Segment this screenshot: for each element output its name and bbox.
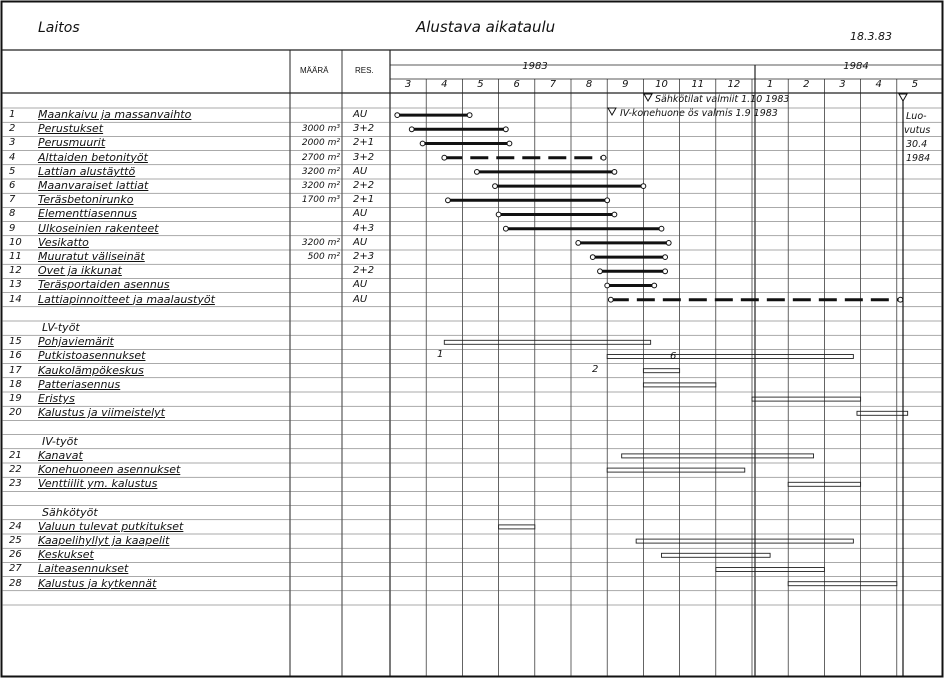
- month-15: 5: [911, 79, 919, 90]
- task-name: Maankaivu ja massanvaihto: [38, 108, 192, 121]
- row-number: 9: [9, 222, 16, 234]
- task-name: Pohjaviemärit: [38, 335, 114, 349]
- bar-start-node: [496, 212, 501, 217]
- row-number: 4: [9, 151, 16, 163]
- task-bar: [444, 340, 650, 344]
- bar-start-node: [395, 113, 400, 118]
- bar-start-node: [420, 141, 425, 146]
- bar-start-node: [590, 255, 595, 260]
- month-14: 4: [875, 79, 882, 90]
- bar-start-node: [503, 226, 508, 231]
- bar-start-node: [605, 283, 610, 288]
- row-number: 1: [9, 109, 16, 120]
- task-quantity: 3200 m²: [301, 237, 340, 248]
- task-resources: 2+1: [353, 194, 375, 206]
- task-bar: [622, 454, 814, 458]
- handover-note-2: vutus: [904, 125, 931, 136]
- row-number: 6: [9, 180, 16, 191]
- task-name: Sähkötyöt: [42, 505, 98, 519]
- year-1983: 1983: [522, 61, 548, 72]
- page-title: Alustava aikataulu: [416, 18, 556, 36]
- task-name: Putkistoasennukset: [38, 349, 146, 363]
- task-name: Eristys: [38, 392, 75, 405]
- row-number: 14: [9, 293, 22, 305]
- month-5: 7: [549, 79, 557, 90]
- task-resources: 4+3: [353, 222, 375, 234]
- row-number: 15: [9, 336, 22, 348]
- task-quantity: 3200 m²: [301, 181, 340, 191]
- bar-end-node: [467, 113, 472, 118]
- row-number: 10: [9, 236, 22, 248]
- task-resources: AU: [353, 279, 368, 291]
- date-label: 18.3.83: [850, 30, 892, 43]
- task-name: Teräsbetonirunko: [38, 193, 134, 207]
- milestone-marker: [899, 94, 907, 101]
- task-resources: 2+2: [353, 180, 375, 191]
- task-name: Venttiilit ym. kalustus: [38, 477, 158, 491]
- task-name: Kaapelihyllyt ja kaapelit: [38, 534, 170, 547]
- row-number: 24: [9, 520, 22, 532]
- task-name: Perusmuurit: [38, 136, 106, 150]
- link-label-1: 1: [437, 349, 444, 360]
- row-number: 8: [9, 208, 16, 220]
- bar-start-node: [493, 184, 498, 189]
- task-resources: 2+1: [353, 137, 375, 149]
- task-resources: 2+3: [353, 251, 375, 262]
- row-number: 13: [9, 279, 22, 291]
- handover-note-1: Luo-: [906, 111, 927, 122]
- row-number: 12: [9, 265, 22, 277]
- link-label-6: 6: [670, 351, 677, 362]
- bar-start-node: [608, 297, 613, 302]
- resources-header: RES.: [355, 66, 374, 75]
- task-name: Konehuoneen asennukset: [38, 463, 181, 476]
- task-bar: [636, 539, 853, 543]
- task-resources: AU: [353, 236, 368, 248]
- month-9: 11: [691, 79, 705, 90]
- task-quantity: 3200 m²: [301, 166, 340, 177]
- row-number: 16: [9, 350, 22, 362]
- task-name: Kalustus ja viimeistelyt: [38, 406, 165, 420]
- bar-end-node: [605, 198, 610, 203]
- bar-end-node: [601, 155, 606, 160]
- task-name: Kanavat: [38, 448, 83, 462]
- row-number: 21: [9, 449, 22, 461]
- month-8: 10: [655, 79, 668, 90]
- task-name: Lattiapinnoitteet ja maalaustyöt: [38, 292, 215, 306]
- task-name: Valuun tulevat putkitukset: [38, 519, 184, 533]
- bar-end-node: [663, 255, 668, 260]
- task-name: Vesikatto: [38, 235, 89, 249]
- handover-note-3: 30.4: [906, 139, 928, 150]
- task-quantity: 500 m²: [307, 252, 340, 262]
- task-name: Ulkoseinien rakenteet: [38, 221, 159, 235]
- task-quantity: 3000 m³: [301, 124, 340, 135]
- task-name: Ovet ja ikkunat: [38, 264, 122, 278]
- task-quantity: 2700 m²: [301, 152, 340, 163]
- month-6: 8: [585, 79, 593, 90]
- bar-end-node: [612, 170, 617, 175]
- bar-start-node: [442, 155, 447, 160]
- row-number: 11: [9, 251, 22, 262]
- task-bar: [857, 411, 908, 415]
- task-resources: 3+2: [353, 123, 375, 135]
- bar-end-node: [663, 269, 668, 274]
- bar-end-node: [659, 226, 664, 231]
- row-number: 17: [9, 364, 22, 376]
- milestone-electric: Sähkötilat valmiit 1.10 1983: [655, 94, 790, 105]
- bar-end-node: [612, 212, 617, 217]
- task-name: Patteriasennus: [38, 377, 121, 391]
- handover-note-4: 1984: [906, 153, 931, 164]
- task-bar: [788, 582, 897, 586]
- task-name: Lattian alustäyttö: [38, 164, 136, 178]
- task-name: LV-työt: [42, 321, 80, 334]
- month-2: 4: [441, 79, 448, 90]
- bar-end-node: [503, 127, 508, 132]
- row-number: 18: [9, 378, 22, 390]
- row-number: 27: [9, 563, 22, 575]
- row-number: 23: [9, 478, 22, 490]
- month-3: 5: [477, 79, 484, 90]
- bar-start-node: [409, 127, 414, 132]
- task-quantity: 2000 m²: [301, 138, 340, 149]
- task-resources: AU: [353, 165, 368, 177]
- task-name: IV-työt: [42, 434, 78, 448]
- milestone-marker: [608, 108, 616, 115]
- link-label-2: 2: [592, 364, 599, 375]
- row-number: 20: [9, 407, 22, 419]
- task-bar: [752, 397, 861, 401]
- row-number: 7: [9, 194, 16, 206]
- task-name: Laiteasennukset: [38, 562, 129, 576]
- month-11: 1: [766, 79, 774, 90]
- task-resources: AU: [353, 208, 368, 220]
- task-name: Elementtiasennus: [38, 207, 137, 221]
- row-number: 5: [9, 165, 16, 177]
- year-1984: 1984: [843, 61, 869, 72]
- bar-end-node: [652, 283, 657, 288]
- milestone-hvac: IV-konehuone ös valmis 1.9 1983: [620, 108, 778, 119]
- task-bar: [499, 525, 535, 529]
- row-number: 26: [9, 549, 22, 561]
- row-number: 22: [9, 464, 22, 475]
- row-number: 2: [9, 123, 16, 135]
- task-name: Perustukset: [38, 122, 104, 136]
- task-name: Muuratut väliseinät: [38, 250, 145, 263]
- bar-start-node: [446, 198, 451, 203]
- bar-start-node: [598, 269, 603, 274]
- bar-end-node: [666, 241, 671, 246]
- task-name: Alttaiden betonityöt: [38, 150, 148, 164]
- row-number: 25: [9, 535, 22, 546]
- task-name: Keskukset: [38, 548, 94, 562]
- bar-end-node: [641, 184, 646, 189]
- task-name: Maanvaraiset lattiat: [38, 179, 149, 192]
- bar-end-node: [507, 141, 512, 146]
- month-10: 12: [727, 79, 741, 90]
- task-resources: 3+2: [353, 151, 375, 163]
- company-label: Laitos: [38, 20, 80, 36]
- task-name: Kalustus ja kytkennät: [38, 576, 157, 590]
- row-number: 28: [9, 577, 22, 589]
- quantity-header: MÄÄRÄ: [300, 66, 329, 75]
- bar-start-node: [576, 241, 581, 246]
- task-bar: [607, 355, 853, 359]
- month-12: 2: [803, 79, 810, 90]
- task-name: Teräsportaiden asennus: [38, 278, 170, 292]
- month-4: 6: [513, 79, 520, 90]
- task-bar: [607, 468, 745, 472]
- bar-end-node: [898, 297, 903, 302]
- task-name: Kaukolämpökeskus: [38, 363, 144, 377]
- task-bar: [643, 369, 679, 373]
- row-number: 19: [9, 393, 22, 404]
- month-13: 3: [839, 79, 846, 90]
- task-quantity: 1700 m³: [301, 195, 340, 206]
- bar-start-node: [474, 170, 479, 175]
- milestone-marker: [644, 94, 652, 101]
- task-bar: [716, 568, 825, 572]
- task-resources: 2+2: [353, 265, 375, 277]
- row-number: 3: [9, 137, 16, 149]
- month-1: 3: [404, 79, 412, 90]
- task-resources: AU: [353, 109, 368, 120]
- task-resources: AU: [353, 293, 368, 305]
- month-7: 9: [622, 79, 629, 90]
